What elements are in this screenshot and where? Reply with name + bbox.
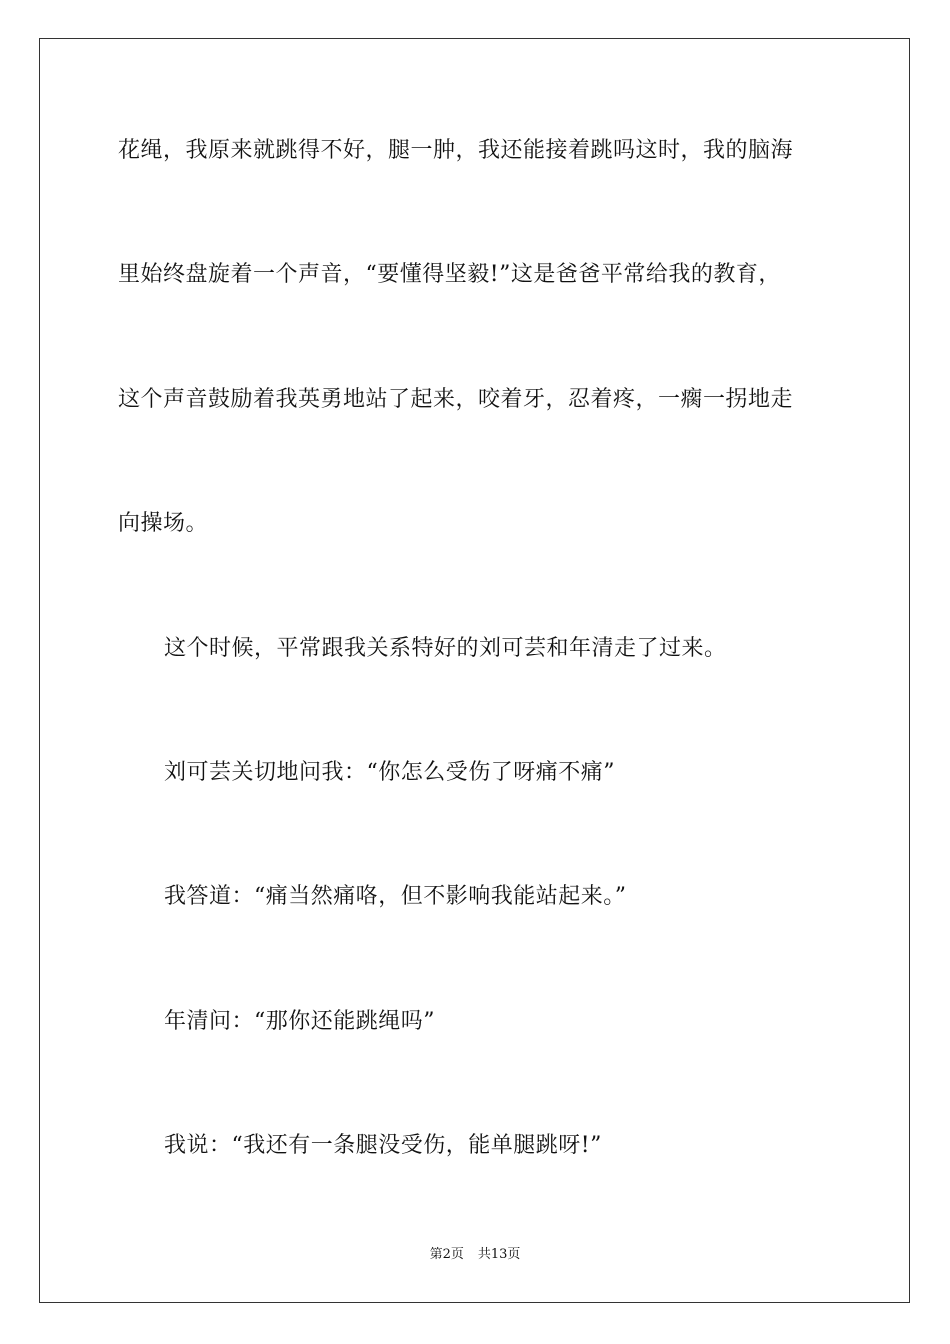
paragraph-3: 刘可芸关切地问我：“你怎么受伤了呀痛不痛” bbox=[164, 760, 615, 785]
page-frame bbox=[39, 38, 910, 1303]
paragraph-1-line-2: 里始终盘旋着一个声音，“要懂得坚毅!”这是爸爸平常给我的教育， bbox=[118, 262, 781, 287]
paragraph-2: 这个时候，平常跟我关系特好的刘可芸和年清走了过来。 bbox=[164, 636, 727, 661]
paragraph-5: 年清问：“那你还能跳绳吗” bbox=[164, 1009, 435, 1034]
paragraph-4: 我答道：“痛当然痛咯，但不影响我能站起来。” bbox=[164, 884, 627, 909]
paragraph-1-line-4: 向操场。 bbox=[118, 511, 209, 536]
page-number: 第2页 bbox=[429, 1247, 464, 1262]
paragraph-1-line-1: 花绳，我原来就跳得不好，腿一肿，我还能接着跳吗这时，我的脑海 bbox=[118, 138, 794, 163]
paragraph-6: 我说：“我还有一条腿没受伤，能单腿跳呀!” bbox=[164, 1133, 602, 1158]
page-total: 共13页 bbox=[477, 1247, 521, 1262]
paragraph-1-line-3: 这个声音鼓励着我英勇地站了起来，咬着牙，忍着疼，一瘸一拐地走 bbox=[118, 387, 794, 412]
page-footer bbox=[0, 1246, 950, 1264]
